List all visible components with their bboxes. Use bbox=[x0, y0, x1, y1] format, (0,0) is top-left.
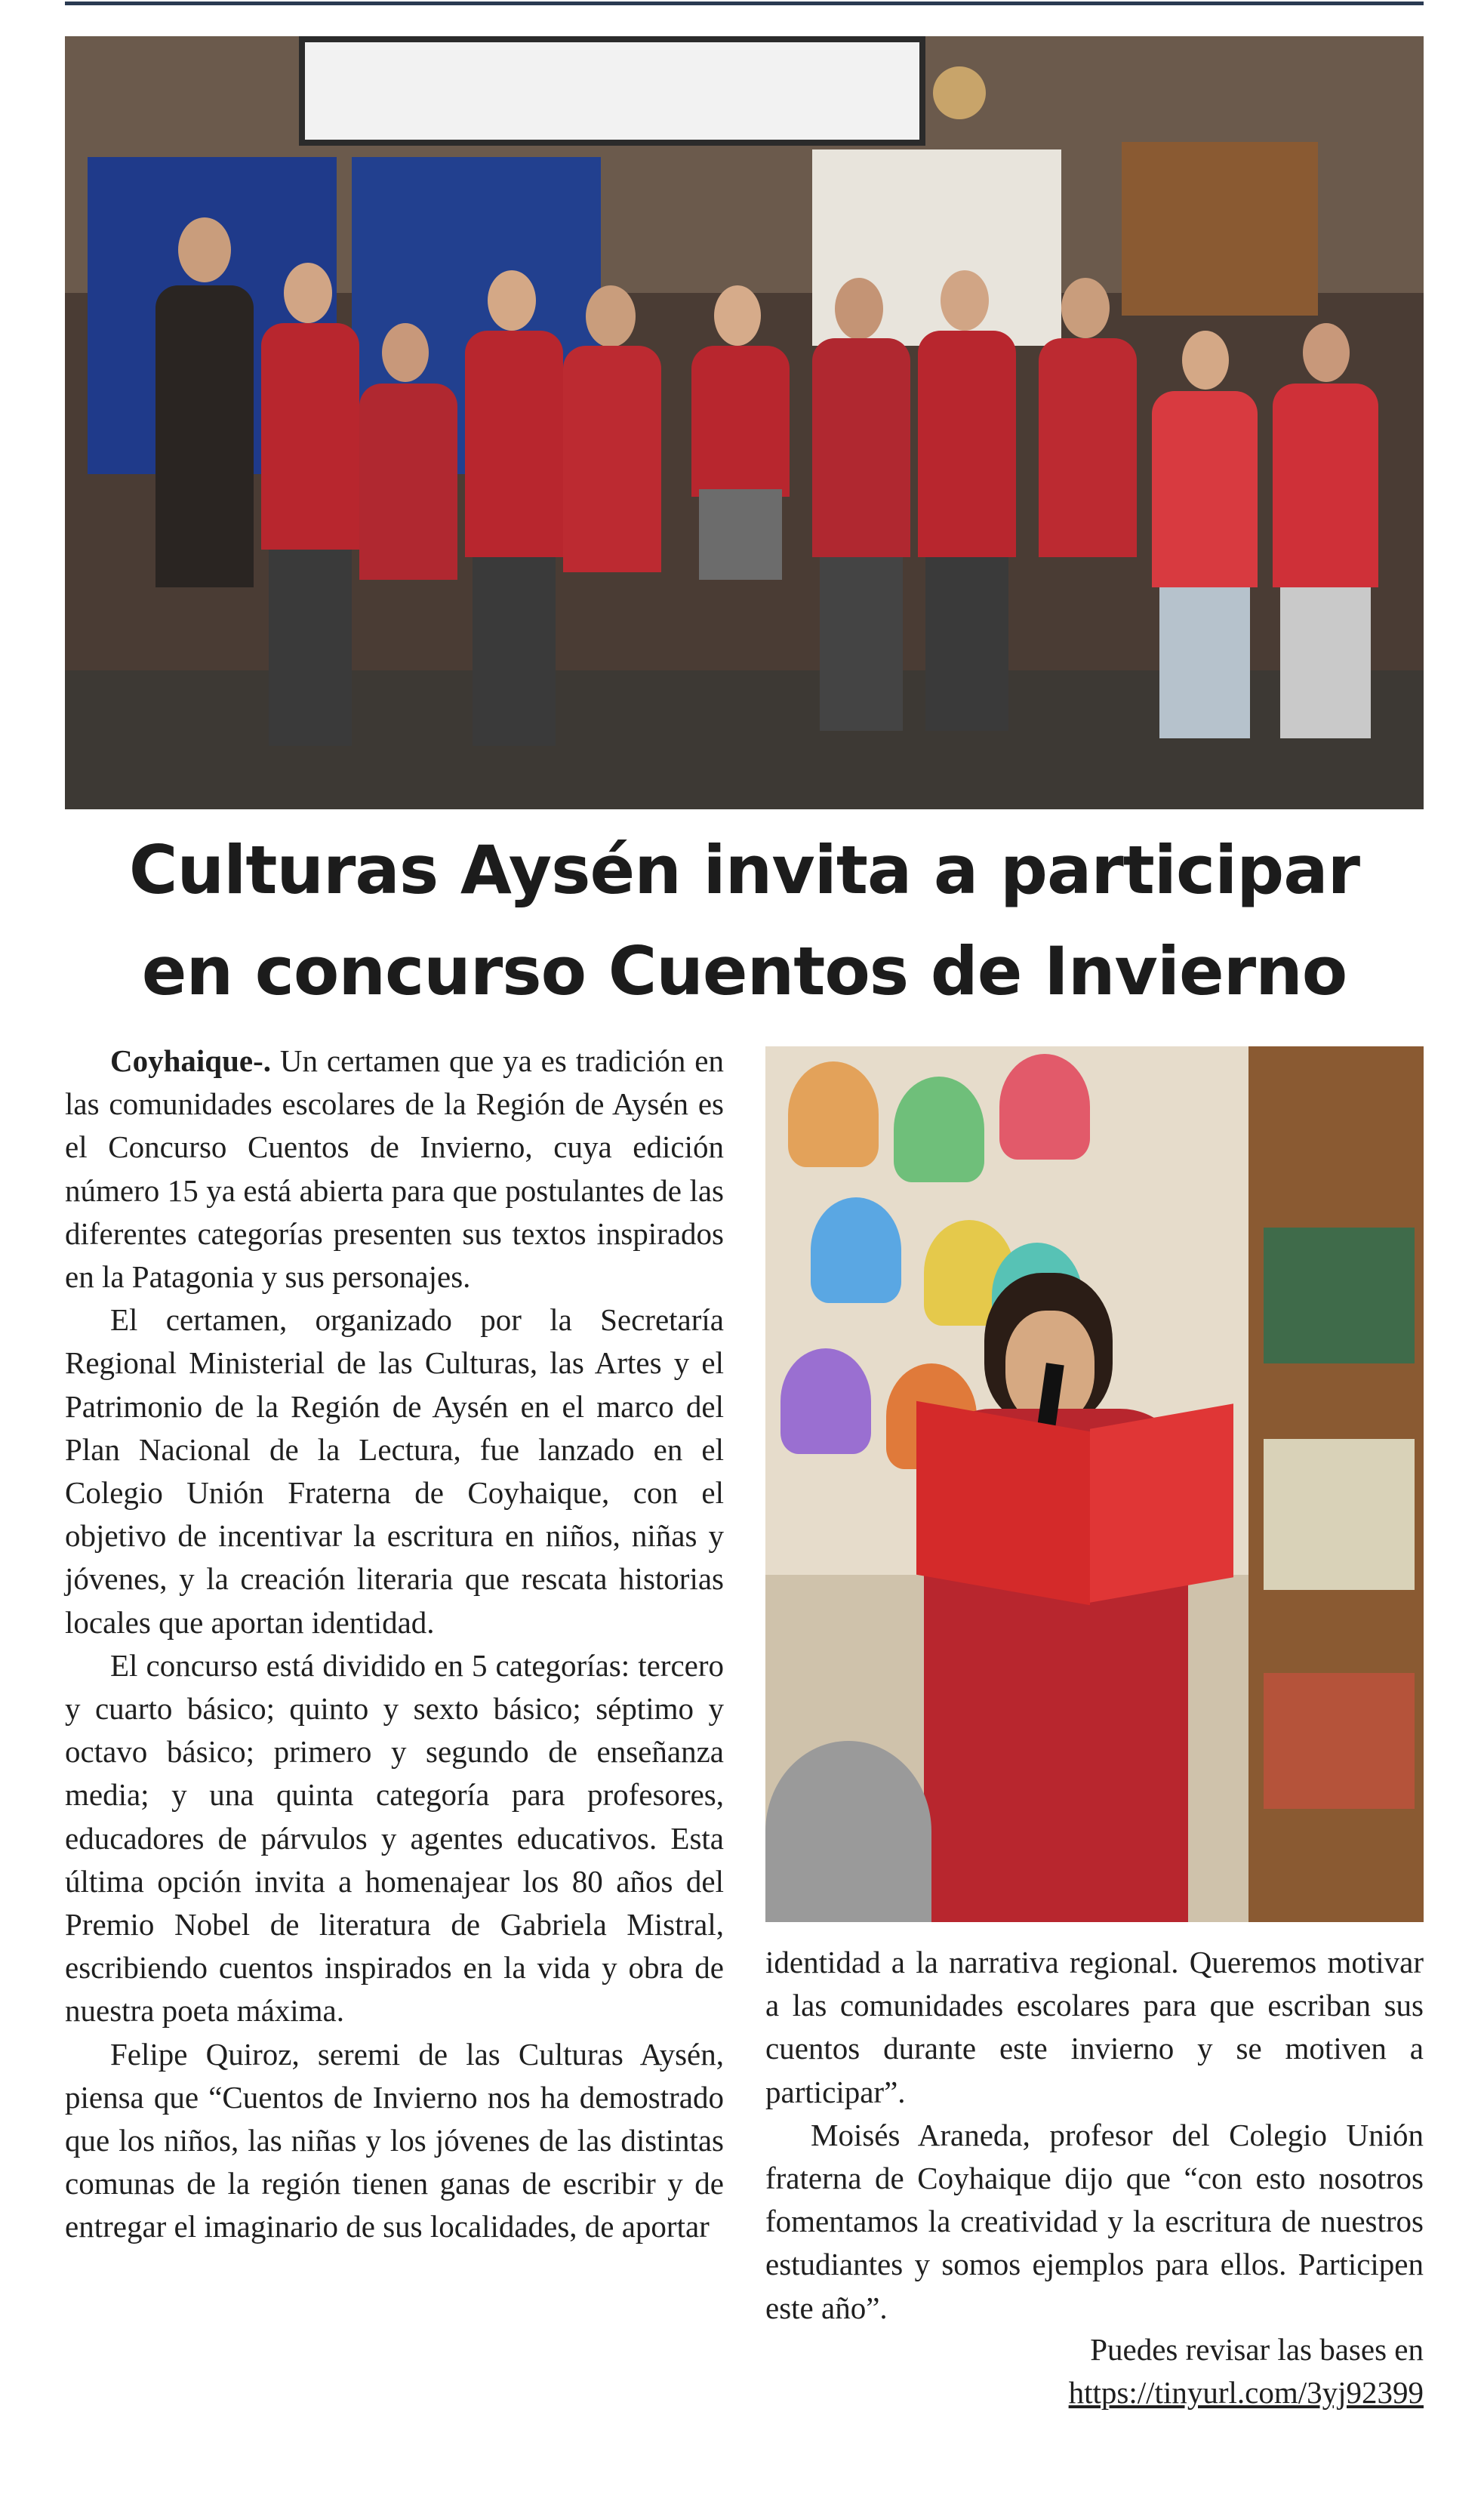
right-column bbox=[765, 1941, 1424, 2330]
paragraph-2: El certamen, organizado por la Secretaría Regional Ministerial de las Culturas, las Artes y el Patrimonio de la Región de Aysén en el marco del Plan Nacional de la Lectura, fue lanzado en el Colegio Unión Fraterna de Coyhaique, con el objetivo de incentivar la escritura en niños, niñas y jóvenes, y la creación literaria que rescata historias locales que aportan identidad. bbox=[65, 1302, 724, 1640]
left-column bbox=[65, 1040, 724, 2249]
sources-link[interactable]: https://tinyurl.com/3yj92399 bbox=[1068, 2375, 1424, 2411]
sources bbox=[765, 2328, 1424, 2414]
group-photo bbox=[65, 36, 1424, 809]
paragraph-4: Felipe Quiroz, seremi de las Culturas Aysén, piensa que “Cuentos de Invierno nos ha demostrado que los niños, las niñas y los jóvenes de las distintas comunas de la región tienen ganas de escribir y de entregar el imaginario de sus localidades, de aportar bbox=[65, 2036, 724, 2244]
paragraph-6: Moisés Araneda, profesor del Colegio Unión fraterna de Coyhaique dijo que “con esto nosotros fomentamos la creatividad y la escritura de nuestros estudiantes y somos ejemplos para ellos. Participen este año”. bbox=[765, 2117, 1424, 2325]
lead-location: Coyhaique-. bbox=[110, 1043, 272, 1078]
paragraph-3: El concurso está dividido en 5 categorías: tercero y cuarto básico; quinto y sexto básico; séptimo y octavo básico; primero y segundo de enseñanza media; y una quinta categoría para profesores, educadores de párvulos y agentes educativos. Esta última opción invita a homenajear los 80 años del Premio Nobel de literatura de Gabriela Mistral, escribiendo cuentos inspirados en la vida y obra de nuestra poeta máxima. bbox=[65, 1647, 724, 2029]
top-rule bbox=[65, 2, 1424, 5]
paragraph-1 bbox=[65, 1040, 724, 1299]
headline-line-1: Culturas Aysén invita a participar bbox=[128, 831, 1360, 909]
paragraph-5: identidad a la narrativa regional. Queremos motivar a las comunidades escolares para que escriban sus cuentos durante este invierno y se motiven a participar”. bbox=[765, 1945, 1424, 2109]
sources-label: Puedes revisar las bases en bbox=[1090, 2332, 1424, 2367]
headline-line-2: en concurso Cuentos de Invierno bbox=[141, 932, 1347, 1010]
headline bbox=[65, 820, 1424, 1022]
paragraph-1-text: Un certamen que ya es tradición en las comunidades escolares de la Región de Aysén es el Concurso Cuentos de Invierno, cuya edición número 15 ya está abierta para que postulantes de las diferentes categorías presenten sus textos inspirados en la Patagonia y sus personajes. bbox=[65, 1043, 724, 1295]
student-reading-photo bbox=[765, 1046, 1424, 1922]
